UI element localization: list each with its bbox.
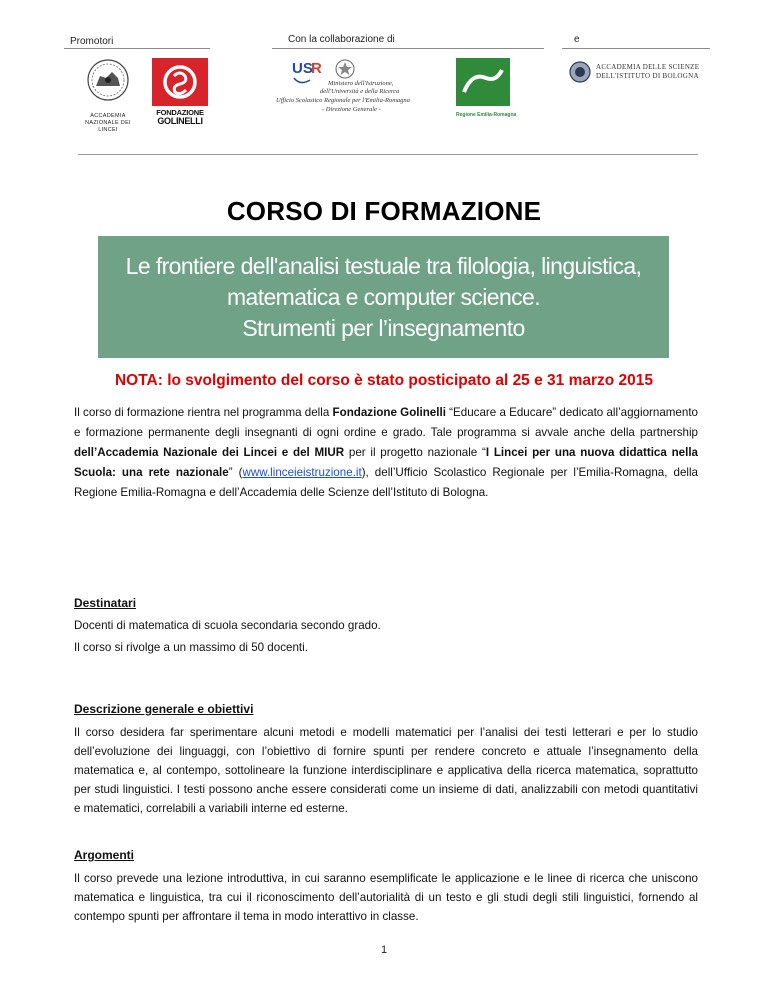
page-title: CORSO DI FORMAZIONE: [226, 196, 542, 226]
miur-usr-logo: [276, 56, 448, 120]
usr-logo-icon: [290, 56, 330, 90]
intro-bold-2: dell’Accademia Nazionale dei Lincei e del MIUR: [74, 446, 345, 459]
header-separator: [78, 154, 698, 155]
golinelli-mark-icon: [152, 58, 208, 106]
golinelli-text-1: FONDAZIONE: [156, 108, 204, 117]
intro-text-4: ” (: [228, 466, 243, 479]
intro-text-1: Il corso di formazione rientra nel programma della: [74, 406, 333, 419]
svg-text:US: US: [292, 60, 313, 77]
destinatari-line-1: Docenti di matematica di scuola secondaria secondo grado.: [74, 619, 381, 632]
promotori-underline: [64, 48, 210, 49]
emilia-romagna-logo: [456, 58, 517, 118]
linceieistruzione-link[interactable]: www.linceieistruzione.it: [242, 466, 362, 479]
course-banner: [98, 236, 669, 358]
banner-line-1: Le frontiere dell'analisi testuale tra filologia, linguistica,: [125, 252, 642, 279]
accademia-line-2: DELL'ISTITUTO DI BOLOGNA: [596, 72, 699, 80]
accademia-line-1: ACCADEMIA DELLE SCIENZE: [596, 63, 700, 71]
intro-text-5: ), dell’Ufficio Scolastico Regionale per l’Emilia-Romagna, della Regione Emilia-Romagna e dell’Accademia delle Scienze dell’Istituto di Bologna.: [74, 466, 698, 499]
lincei-logo: [76, 56, 140, 133]
miur-line-1: Ministero dell'Istruzione,: [328, 80, 394, 87]
destinatari-heading: Destinatari: [74, 596, 137, 610]
miur-line-4: - Direzione Generale -: [322, 106, 381, 113]
accademia-seal-icon: [568, 60, 592, 84]
intro-text-2: “Educare a Educare” dedicato all’aggiornamento e formazione permanente degli insegnanti di ogni ordine e grado. Tale programma si avvale anche della partnership: [74, 406, 698, 439]
golinelli-text-2: GOLINELLI: [157, 116, 203, 126]
descrizione-heading: Descrizione generale e obiettivi: [74, 702, 254, 716]
page-number: 1: [380, 944, 388, 956]
intro-paragraph: [74, 403, 698, 503]
e-label: e: [574, 34, 580, 45]
e-underline: [562, 48, 710, 49]
descrizione-paragraph: Il corso desidera far sperimentare alcuni metodi e modelli matematici per l’analisi dei testi letterari e per lo studio dell’evoluzione dei linguaggi, con l’obiettivo di fornire spunti per rendere concreto e attuale l’insegnamento della matematica e, al contempo, sottolineare la funzione interdisciplinare e applicativa della ricerca matematica, soprattutto per studi linguistici. I testi possono anche essere considerati come un insieme di dati, analizzabili con metodi quantitativi e matematici, correlabili a variabili interne ed esterne.: [74, 726, 698, 815]
lincei-emblem-icon: [76, 56, 140, 106]
svg-text:R: R: [311, 60, 322, 77]
promotori-label: Promotori: [70, 36, 114, 47]
miur-line-2: dell'Università e della Ricerca: [320, 88, 400, 95]
miur-line-3: Ufficio Scolastico Regionale per l'Emilia-Romagna: [276, 97, 410, 104]
collab-label: Con la collaborazione di: [288, 34, 395, 45]
intro-bold-3: I Lincei per una nuova didattica nella Scuola: una rete nazionale: [74, 446, 698, 479]
intro-text-3: per il progetto nazionale “: [344, 446, 486, 459]
italian-emblem-icon: [334, 58, 356, 80]
argomenti-paragraph: Il corso prevede una lezione introduttiva, in cui saranno esemplificate le applicazione e le linee di ricerca che uniscono matematica e linguistica, tra cui il riconoscimento dell’autorialità di un testo e gli studi degli stili linguistici, fornendo al contempo spunti per affrontare il tema in modo interattivo in classe.: [74, 872, 698, 923]
banner-line-2: matematica e computer science.: [226, 283, 541, 310]
accademia-bologna-logo: [568, 58, 708, 88]
emilia-romagna-icon: [456, 58, 510, 106]
intro-bold-1: Fondazione Golinelli: [332, 406, 446, 419]
destinatari-line-2: Il corso si rivolge a un massimo di 50 docenti.: [74, 641, 308, 654]
emilia-romagna-text: Regione Emilia-Romagna: [456, 112, 517, 118]
collab-underline: [272, 48, 544, 49]
argomenti-heading: Argomenti: [74, 848, 134, 862]
banner-line-3: Strumenti per l’insegnamento: [242, 314, 525, 341]
nota-postponement: NOTA: lo svolgimento del corso è stato posticipato al 25 e 31 marzo 2015: [114, 372, 654, 389]
lincei-logo-text: ACCADEMIA NAZIONALE DEI LINCEI: [85, 113, 131, 133]
golinelli-logo: [152, 58, 210, 130]
